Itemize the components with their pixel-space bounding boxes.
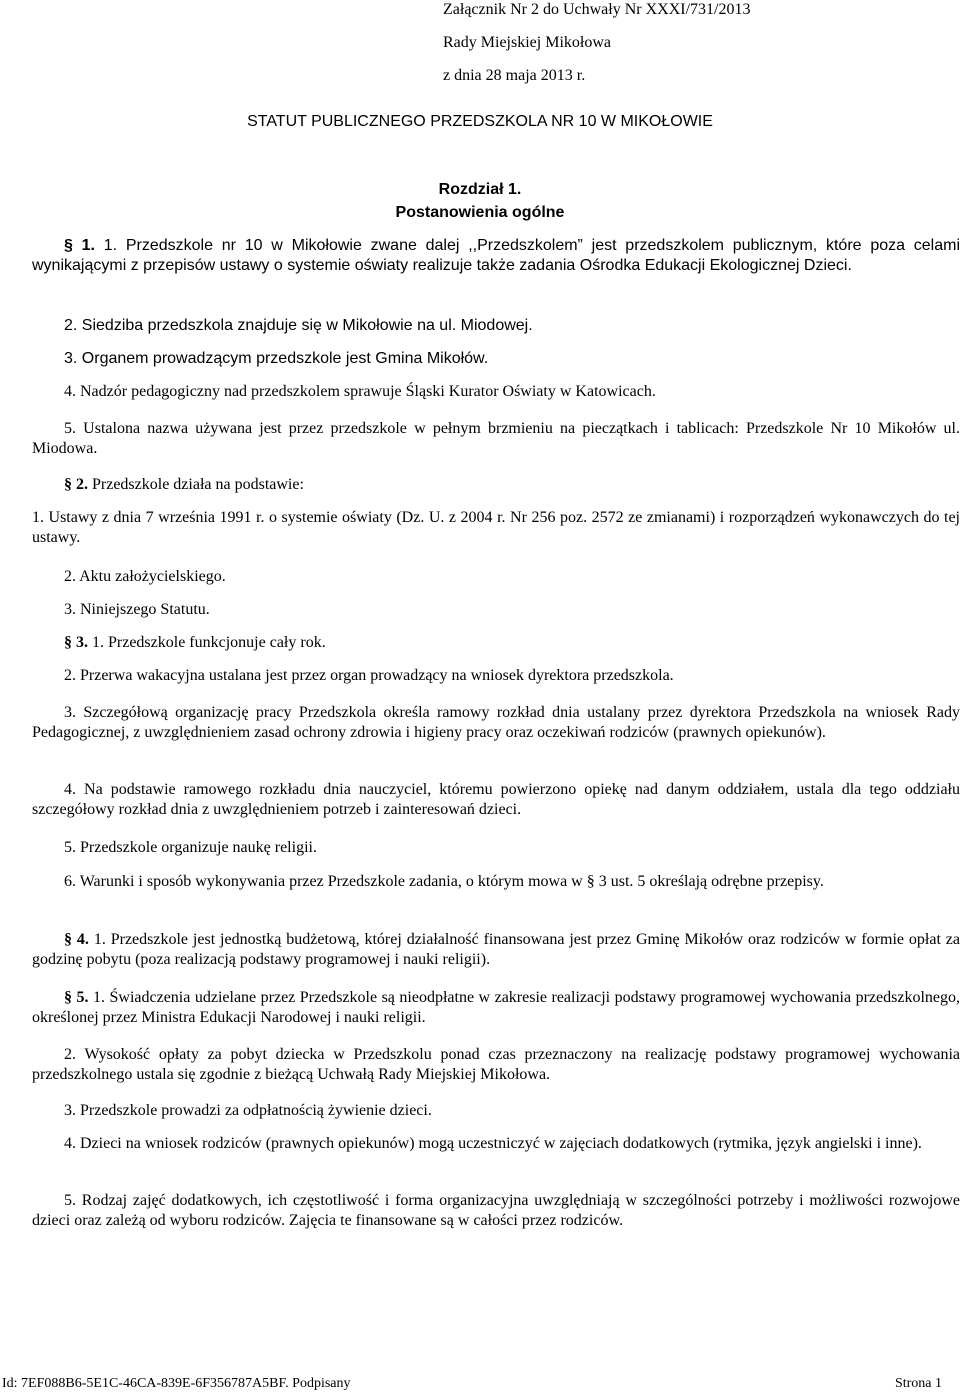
date-header: z dnia 28 maja 2013 r. <box>443 67 586 84</box>
section-3-item-3: 3. Szczegółową organizację pracy Przedszkola określa ramowy rozkład dnia ustalany przez dyrektora Przedszkola na wniosek Rady Pedagogicznej, z uwzględnieniem zasad ochrony zdrowia i higieny pracy oraz oczekiwań rodziców (prawnych opiekunów). <box>32 704 960 741</box>
section-3-item-4: 4. Na podstawie ramowego rozkładu dnia nauczyciel, któremu powierzono opiekę nad danym oddziałem, ustala dla tego oddziału szczegółowy rozkład dnia z uwzględnieniem potrzeb i zainteresowań dzieci. <box>32 781 960 818</box>
section-number: § 5. <box>64 989 89 1006</box>
section-5-item-3: 3. Przedszkole prowadzi za odpłatnością żywienie dzieci. <box>64 1102 432 1119</box>
section-number: § 4. <box>64 931 89 948</box>
section-2-intro: § 2. Przedszkole działa na podstawie: <box>64 476 304 493</box>
section-5-item-5: 5. Rodzaj zajęć dodatkowych, ich częstotliwość i forma organizacyjna uwzględniają w szczególności potrzeby i możliwości rozwojowe dzieci oraz zależą od wyboru rodziców. Zajęcia te finansowane są w całości przez rodziców. <box>32 1192 960 1229</box>
document-id: Id: 7EF088B6-5E1C-46CA-839E-6F356787A5BF. Podpisany <box>2 1376 351 1391</box>
chapter-label: Rozdział 1. <box>438 181 522 198</box>
section-1-item-5: 5. Ustalona nazwa używana jest przez przedszkole w pełnym brzmieniu na pieczątkach i tablicach: Przedszkole Nr 10 Mikołów ul. Miodowa. <box>32 420 960 457</box>
page-number: Strona 1 <box>894 1376 942 1391</box>
section-number: § 3. <box>64 634 88 651</box>
section-2-item-3: 3. Niniejszego Statutu. <box>64 601 210 618</box>
section-5-item-4: 4. Dzieci na wniosek rodziców (prawnych opiekunów) mogą uczestniczyć w zajęciach dodatkowych (rytmika, język angielski i inne). <box>64 1135 922 1152</box>
section-number: § 1. <box>64 237 95 254</box>
section-3-item-1: § 3. 1. Przedszkole funkcjonuje cały rok. <box>64 634 326 651</box>
section-1-item-1: § 1. 1. Przedszkole nr 10 w Mikołowie zwane dalej ,,Przedszkolem” jest przedszkolem publicznym, które poza celami wynikającymi z przepisów ustawy o systemie oświaty realizuje także zadania Ośrodka Edukacji Ekologicznej Dzieci. <box>32 237 960 274</box>
section-5-item-1: § 5. 1. Świadczenia udzielane przez Przedszkole są nieodpłatne w zakresie realizacji podstawy programowej wychowania przedszkolnego, określonej przez Ministra Edukacji Narodowej i nauki religii. <box>32 989 960 1026</box>
section-number: § 2. <box>64 476 88 493</box>
section-3-item-6: 6. Warunki i sposób wykonywania przez Przedszkole zadania, o którym mowa w § 3 ust. 5 określają odrębne przepisy. <box>64 873 824 890</box>
section-3-item-5: 5. Przedszkole organizuje naukę religii. <box>64 839 317 856</box>
section-4-item-1: § 4. 1. Przedszkole jest jednostką budżetową, której działalność finansowana jest przez Gminę Mikołów oraz rodziców w formie opłat za godzinę pobytu (poza realizacją podstawy programowej i nauki religii). <box>32 931 960 968</box>
section-1-item-3: 3. Organem prowadzącym przedszkole jest Gmina Mikołów. <box>64 350 489 367</box>
chapter-name: Postanowienia ogólne <box>395 204 565 221</box>
section-5-item-2: 2. Wysokość opłaty za pobyt dziecka w Przedszkolu ponad czas przeznaczony na realizację podstawy programowej wychowania przedszkolnego ustala się zgodnie z bieżącą Uchwałą Rady Miejskiej Mikołowa. <box>32 1046 960 1083</box>
section-1-item-4: 4. Nadzór pedagogiczny nad przedszkolem sprawuje Śląski Kurator Oświaty w Katowicach. <box>64 383 656 400</box>
section-2-item-1: 1. Ustawy z dnia 7 września 1991 r. o systemie oświaty (Dz. U. z 2004 r. Nr 256 poz. 2572 ze zmianami) i rozporządzeń wykonawczych do tej ustawy. <box>32 509 960 546</box>
document-title: STATUT PUBLICZNEGO PRZEDSZKOLA NR 10 W MIKOŁOWIE <box>247 113 713 130</box>
council-header: Rady Miejskiej Mikołowa <box>443 34 611 51</box>
section-1-item-2: 2. Siedziba przedszkola znajduje się w Mikołowie na ul. Miodowej. <box>64 317 533 334</box>
attachment-header: Załącznik Nr 2 do Uchwały Nr XXXI/731/2013 <box>443 1 751 18</box>
section-3-item-2: 2. Przerwa wakacyjna ustalana jest przez organ prowadzący na wniosek dyrektora przedszkola. <box>64 667 674 684</box>
section-2-item-2: 2. Aktu założycielskiego. <box>64 568 226 585</box>
